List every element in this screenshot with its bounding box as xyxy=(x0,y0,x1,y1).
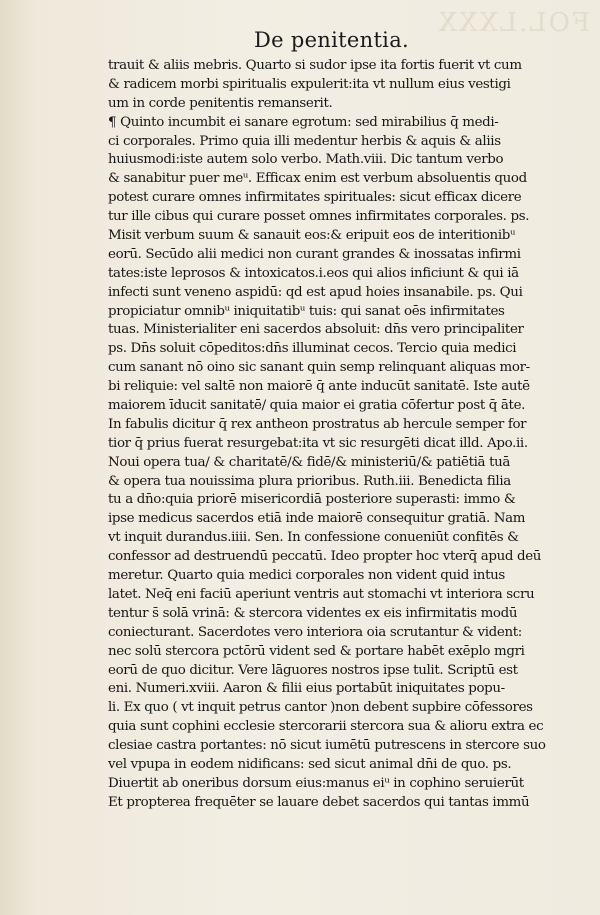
text-line: tates:iste leprosos & intoxicatos.i.eos qui alios inficiunt & qui iā xyxy=(108,265,519,281)
text-line: confessor ad destruendū peccatū. Ideo propter hoc vterq̄ apud deū xyxy=(108,549,542,565)
text-line: tior q̄ prius fuerat resurgebat:ita vt sic resurgēti dicat illd. Apo.ii. xyxy=(108,435,528,451)
text-line: ps. Dn̄s soluit cōpeditos:dn̄s illuminat cecos. Tercio quia medici xyxy=(108,341,517,357)
text-line: coniecturant. Sacerdotes vero interiora oia scrutantur & vident: xyxy=(108,624,522,640)
text-line: maiorem īducit sanitatē/ quia maior ei gratia cōfertur post q̄ āte. xyxy=(108,398,526,414)
text-line: eorū de quo dicitur. Vere lāguores nostros ipse tulit. Scriptū est xyxy=(108,662,518,678)
text-line: & radicem morbi spiritualis expulerit:ita vt nullum eius vestigi xyxy=(108,76,511,92)
text-line: quia sunt cophini ecclesie stercorarii stercora sua & alioru extra ec xyxy=(108,719,544,735)
running-header: De penitentia. xyxy=(254,28,409,52)
text-line: tur ille cibus qui curare posset omnes infirmitates corporales. ps. xyxy=(108,209,530,225)
text-line: li. Ex quo ( vt inquit petrus cantor )non debent supbire cōfessores xyxy=(108,700,533,716)
text-line: eni. Numeri.xviii. Aaron & filii eius portabūt iniquitates popu- xyxy=(108,681,505,697)
text-line: potest curare omnes infirmitates spirituales: sicut efficax dicere xyxy=(108,190,522,206)
text-line: meretur. Quarto quia medici corporales non vident quid intus xyxy=(108,568,505,584)
bleed-through-text: FOL.LXXX xyxy=(436,8,590,38)
text-line: vt inquit durandus.iiii. Sen. In confessione conueniūt confitēs & xyxy=(108,530,519,546)
text-line: tentur s̄ solā vrinā: & stercora videntes ex eis infirmitatis modū xyxy=(108,605,518,621)
text-line: nec solū stercora pctōrū vident sed & portare habēt exēplo mgri xyxy=(108,643,525,659)
text-line: ¶ Quinto incumbit ei sanare egrotum: sed mirabilius q̄ medi- xyxy=(108,114,499,130)
text-line: propiciatur omnibᵘ iniquitatibᵘ tuis: qui sanat oēs infirmitates xyxy=(108,303,505,319)
text-line: Diuertit ab oneribus dorsum eius:manus eiᵘ in cophino seruierūt xyxy=(108,775,524,791)
text-line: huiusmodi:iste autem solo verbo. Math.viii. Dic tantum verbo xyxy=(108,152,504,168)
text-line: cum sanant nō oino sic sanant quin semp relinquant aliquas mor- xyxy=(108,360,530,376)
text-line: vel vpupa in eodem nidificans: sed sicut animal dn̄i de quo. ps. xyxy=(108,756,512,772)
text-block xyxy=(108,57,570,813)
text-line: trauit & aliis mebris. Quarto si sudor ipse ita fortis fuerit vt cum xyxy=(108,58,522,73)
text-line: & opera tua nouissima plura prioribus. Ruth.iii. Benedicta filia xyxy=(108,473,511,489)
text-line: eorū. Secūdo alii medici non curant grandes & inossatas infirmi xyxy=(108,246,521,262)
text-line: tuas. Ministerialiter eni sacerdos absoluit: dn̄s vero principaliter xyxy=(108,322,524,338)
text-line: clesiae castra portantes: nō sicut iumētū putrescens in stercore suo xyxy=(108,738,546,754)
text-line: Et propterea frequēter se lauare debet sacerdos qui tantas immū xyxy=(108,794,530,810)
text-line: Misit verbum suum & sanauit eos:& eripuit eos de interitionibᵘ xyxy=(108,228,515,244)
text-line: ci corporales. Primo quia illi medentur herbis & aquis & aliis xyxy=(108,133,501,149)
text-line: Noui opera tua/ & charitatē/& fidē/& ministeriū/& patiētiā tuā xyxy=(108,454,511,470)
text-line: latet. Neq̄ eni faciū aperiunt ventris aut stomachi vt interiora scru xyxy=(108,586,535,602)
text-line: bi reliquie: vel saltē non maiorē q̄ ante inducūt sanitatē. Iste autē xyxy=(108,379,530,395)
text-line: In fabulis dicitur q̄ rex antheon prostratus ab hercule semper for xyxy=(108,416,527,432)
text-line: ipse medicus sacerdos etiā inde maiorē consequitur gratiā. Nam xyxy=(108,511,526,527)
text-line: um in corde penitentis remanserit. xyxy=(108,95,333,111)
text-line: tu a dn̄o:quia priorē misericordiā posteriore superasti: immo & xyxy=(108,492,516,508)
text-line: & sanabitur puer meᵘ. Efficax enim est verbum absoluentis quod xyxy=(108,171,527,187)
text-line: infecti sunt veneno aspidū: qd est apud hoies insanabile. ps. Qui xyxy=(108,284,523,300)
